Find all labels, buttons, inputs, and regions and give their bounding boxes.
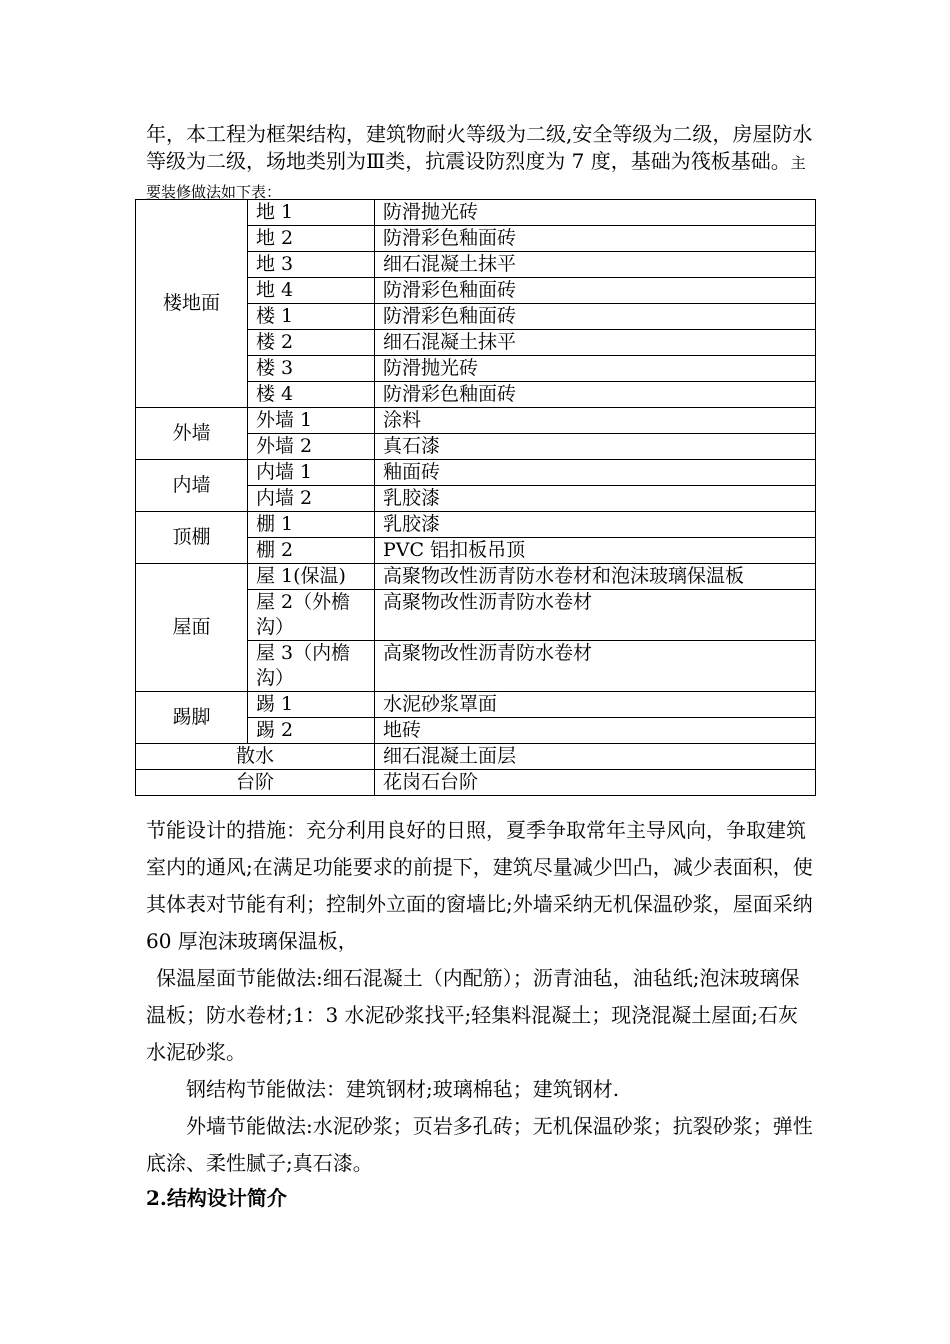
intro-text: 年，本工程为框架结构，建筑物耐火等级为二级,安全等级为二级，房屋防水等级为二级，场地类别为Ⅲ类，抗震设防烈度为 7 度，基础为筏板基础。 xyxy=(146,122,813,173)
table-row xyxy=(136,460,816,486)
code-cell: 内墙 2 xyxy=(248,486,375,512)
code-cell: 楼 4 xyxy=(248,382,375,408)
code-cell: 楼 1 xyxy=(248,304,375,330)
code-cell: 屋 2（外檐沟） xyxy=(248,590,375,641)
code-cell: 屋 1(保温) xyxy=(248,564,375,590)
table-row xyxy=(136,564,816,590)
section-heading: 2.结构设计简介 xyxy=(146,1186,287,1210)
decoration-table-body xyxy=(136,200,816,796)
wall-paragraph: 外墙节能做法:水泥砂浆；页岩多孔砖；无机保温砂浆；抗裂砂浆；弹性底涂、柔性腻子;真石漆。 xyxy=(146,1114,813,1175)
category-cell: 顶棚 xyxy=(136,512,248,564)
category-cell: 散水 xyxy=(136,744,375,770)
category-cell: 台阶 xyxy=(136,770,375,796)
energy-paragraph: 节能设计的措施：充分利用良好的日照，夏季争取常年主导风向，争取建筑室内的通风;在满足功能要求的前提下，建筑尽量减少凹凸，减少表面积，使其体表对节能有利；控制外立面的窗墙比;外墙采纳无机保温砂浆，屋面采纳 60 厚泡沫玻璃保温板， xyxy=(146,818,813,953)
method-cell: 细石混凝土抹平 xyxy=(375,330,816,356)
table-row xyxy=(136,512,816,538)
category-cell: 外墙 xyxy=(136,408,248,460)
code-cell: 地 3 xyxy=(248,252,375,278)
roof-paragraph: 保温屋面节能做法:细石混凝土（内配筋）；沥青油毡，油毡纸;泡沫玻璃保温板；防水卷材;1：3 水泥砂浆找平;轻集料混凝土；现浇混凝土屋面;石灰水泥砂浆。 xyxy=(146,966,800,1064)
table-row xyxy=(136,770,816,796)
code-cell: 棚 2 xyxy=(248,538,375,564)
table-row xyxy=(136,200,816,226)
table-row xyxy=(136,744,816,770)
method-cell: 细石混凝土面层 xyxy=(375,744,816,770)
method-cell: 防滑彩色釉面砖 xyxy=(375,278,816,304)
table-row xyxy=(136,692,816,718)
category-cell: 内墙 xyxy=(136,460,248,512)
method-cell: 釉面砖 xyxy=(375,460,816,486)
method-cell: 地砖 xyxy=(375,718,816,744)
code-cell: 地 1 xyxy=(248,200,375,226)
method-cell: 涂料 xyxy=(375,408,816,434)
decoration-table xyxy=(135,199,816,796)
method-cell: 细石混凝土抹平 xyxy=(375,252,816,278)
method-cell: 防滑抛光砖 xyxy=(375,356,816,382)
method-cell: 防滑抛光砖 xyxy=(375,200,816,226)
method-cell: 乳胶漆 xyxy=(375,486,816,512)
code-cell: 屋 3（内檐沟） xyxy=(248,641,375,692)
method-cell: 真石漆 xyxy=(375,434,816,460)
category-cell: 屋面 xyxy=(136,564,248,692)
code-cell: 内墙 1 xyxy=(248,460,375,486)
method-cell: 高聚物改性沥青防水卷材 xyxy=(375,590,816,641)
code-cell: 外墙 2 xyxy=(248,434,375,460)
intro-table-caption: 主要装修做法如下表： xyxy=(146,154,806,201)
method-cell: 防滑彩色釉面砖 xyxy=(375,304,816,330)
code-cell: 踢 1 xyxy=(248,692,375,718)
method-cell: 水泥砂浆罩面 xyxy=(375,692,816,718)
method-cell: 高聚物改性沥青防水卷材 xyxy=(375,641,816,692)
code-cell: 楼 2 xyxy=(248,330,375,356)
steel-paragraph: 钢结构节能做法：建筑钢材;玻璃棉毡；建筑钢材. xyxy=(186,1077,620,1101)
method-cell: 防滑彩色釉面砖 xyxy=(375,382,816,408)
code-cell: 外墙 1 xyxy=(248,408,375,434)
code-cell: 地 2 xyxy=(248,226,375,252)
code-cell: 地 4 xyxy=(248,278,375,304)
table-row xyxy=(136,408,816,434)
code-cell: 楼 3 xyxy=(248,356,375,382)
method-cell: 防滑彩色釉面砖 xyxy=(375,226,816,252)
code-cell: 踢 2 xyxy=(248,718,375,744)
method-cell: 乳胶漆 xyxy=(375,512,816,538)
method-cell: 高聚物改性沥青防水卷材和泡沫玻璃保温板 xyxy=(375,564,816,590)
category-cell: 楼地面 xyxy=(136,200,248,408)
method-cell: 花岗石台阶 xyxy=(375,770,816,796)
category-cell: 踢脚 xyxy=(136,692,248,744)
intro-paragraph xyxy=(146,121,816,206)
code-cell: 棚 1 xyxy=(248,512,375,538)
method-cell: PVC 铝扣板吊顶 xyxy=(375,538,816,564)
